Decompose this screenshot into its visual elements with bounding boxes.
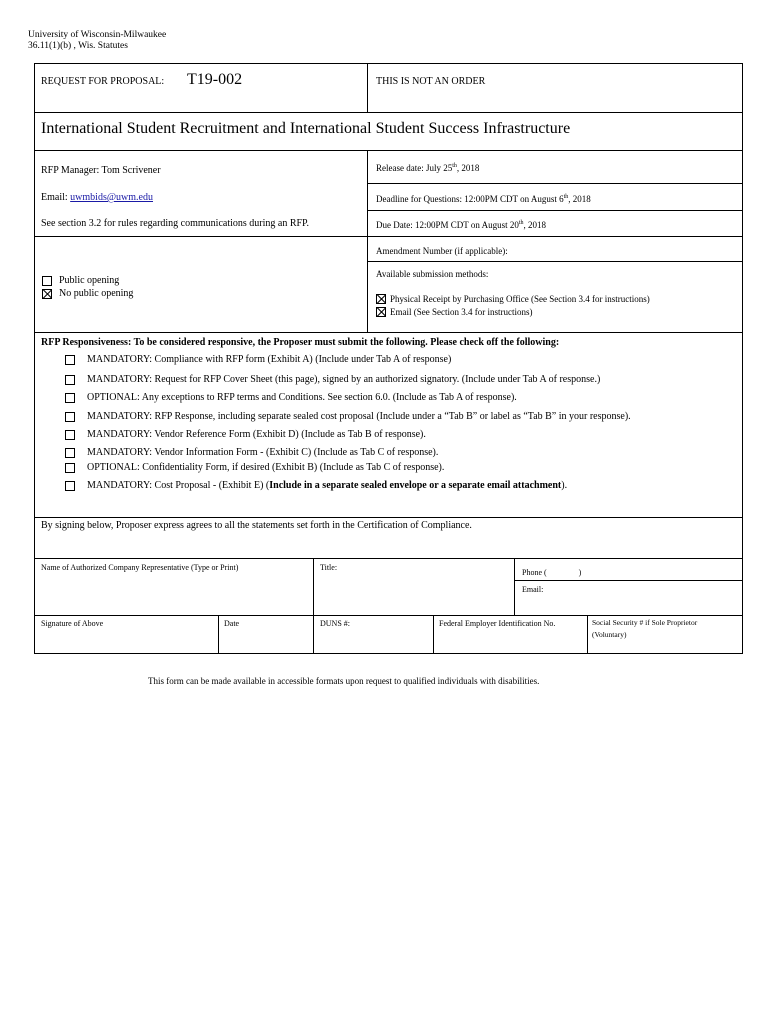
questions-deadline: Deadline for Questions: 12:00PM CDT on August 6th, 2018 [376, 194, 591, 204]
signature-frame [34, 517, 743, 654]
checklist-item-4: MANDATORY: RFP Response, including separate sealed cost proposal (Include under a “Tab B” or label as “Tab B” in your response). [87, 411, 631, 422]
statute-reference: 36.11(1)(b) , Wis. Statutes [28, 41, 128, 51]
checklist-checkbox-2[interactable] [65, 375, 75, 385]
ssn-note: (Voluntary) [592, 630, 627, 639]
due-date: Due Date: 12:00PM CDT on August 20th, 2018 [376, 220, 547, 230]
no-public-opening-checkbox[interactable] [42, 289, 52, 299]
submission-methods-label: Available submission methods: [376, 269, 489, 279]
checklist-checkbox-3[interactable] [65, 393, 75, 403]
representative-name-label: Name of Authorized Company Representative (Type or Print) [41, 563, 239, 572]
email-link[interactable]: uwmbids@uwm.edu [70, 192, 153, 203]
checklist-checkbox-1[interactable] [65, 355, 75, 365]
phone-label: Phone ( ) [522, 568, 582, 577]
institution-name: University of Wisconsin-Milwaukee [28, 30, 167, 40]
signature-label: Signature of Above [41, 619, 104, 628]
date-label: Date [224, 619, 240, 628]
responsiveness-heading: RFP Responsiveness: To be considered responsive, the Proposer must submit the following. Please check off the following: [41, 337, 560, 348]
signing-statement: By signing below, Proposer express agrees to all the statements set forth in the Certification of Compliance. [41, 520, 472, 531]
checklist-checkbox-7[interactable] [65, 463, 75, 473]
public-opening-label: Public opening [59, 275, 120, 286]
checklist-item-5: MANDATORY: Vendor Reference Form (Exhibit D) (Include as Tab B of response). [87, 429, 426, 440]
checklist-checkbox-5[interactable] [65, 430, 75, 440]
rfp-number: T19-002 [187, 71, 243, 88]
checklist-item-2: MANDATORY: Request for RFP Cover Sheet (this page), signed by an authorized signatory. (Include under Tab A of response.) [87, 374, 601, 385]
rfp-manager: RFP Manager: Tom Scrivener [41, 165, 161, 176]
physical-receipt-label: Physical Receipt by Purchasing Office (See Section 3.4 for instructions) [390, 294, 650, 304]
accessibility-note: This form can be made available in accessible formats upon request to qualified individuals with disabilities. [148, 676, 540, 686]
ssn-label: Social Security # if Sole Proprietor [592, 618, 698, 627]
email-submission-checkbox[interactable] [376, 307, 386, 317]
email-label: Email: [41, 192, 68, 203]
duns-label: DUNS #: [320, 619, 351, 628]
checklist-checkbox-6[interactable] [65, 448, 75, 458]
public-opening-checkbox[interactable] [42, 276, 52, 286]
checklist-checkbox-4[interactable] [65, 412, 75, 422]
physical-receipt-checkbox[interactable] [376, 294, 386, 304]
communications-note: See section 3.2 for rules regarding communications during an RFP. [41, 218, 310, 229]
contact-email [41, 192, 153, 203]
checklist-item-3: OPTIONAL: Any exceptions to RFP terms and Conditions. See section 6.0. (Include as Tab A of response). [87, 392, 517, 403]
checklist-item-1: MANDATORY: Compliance with RFP form (Exhibit A) (Include under Tab A of response) [87, 354, 452, 365]
not-an-order-notice: THIS IS NOT AN ORDER [376, 76, 486, 87]
rfp-title: International Student Recruitment and International Student Success Infrastructure [41, 120, 571, 137]
no-public-opening-label: No public opening [59, 288, 134, 299]
email-field-label: Email: [522, 585, 544, 594]
fein-label: Federal Employer Identification No. [439, 619, 556, 628]
title-label: Title: [320, 563, 338, 572]
rfp-label: REQUEST FOR PROPOSAL: [41, 76, 165, 87]
checklist-checkbox-8[interactable] [65, 481, 75, 491]
checklist-item-8: MANDATORY: Cost Proposal - (Exhibit E) (Include in a separate sealed envelope or a separate email attachment). [87, 480, 568, 491]
release-date: Release date: July 25th, 2018 [376, 163, 480, 173]
amendment-number: Amendment Number (if applicable): [376, 246, 508, 256]
email-submission-label: Email (See Section 3.4 for instructions) [390, 307, 533, 317]
checklist-item-6: MANDATORY: Vendor Information Form - (Exhibit C) (Include as Tab C of response). [87, 447, 439, 458]
checklist-item-7: OPTIONAL: Confidentiality Form, if desired (Exhibit B) (Include as Tab C of response). [87, 462, 445, 473]
